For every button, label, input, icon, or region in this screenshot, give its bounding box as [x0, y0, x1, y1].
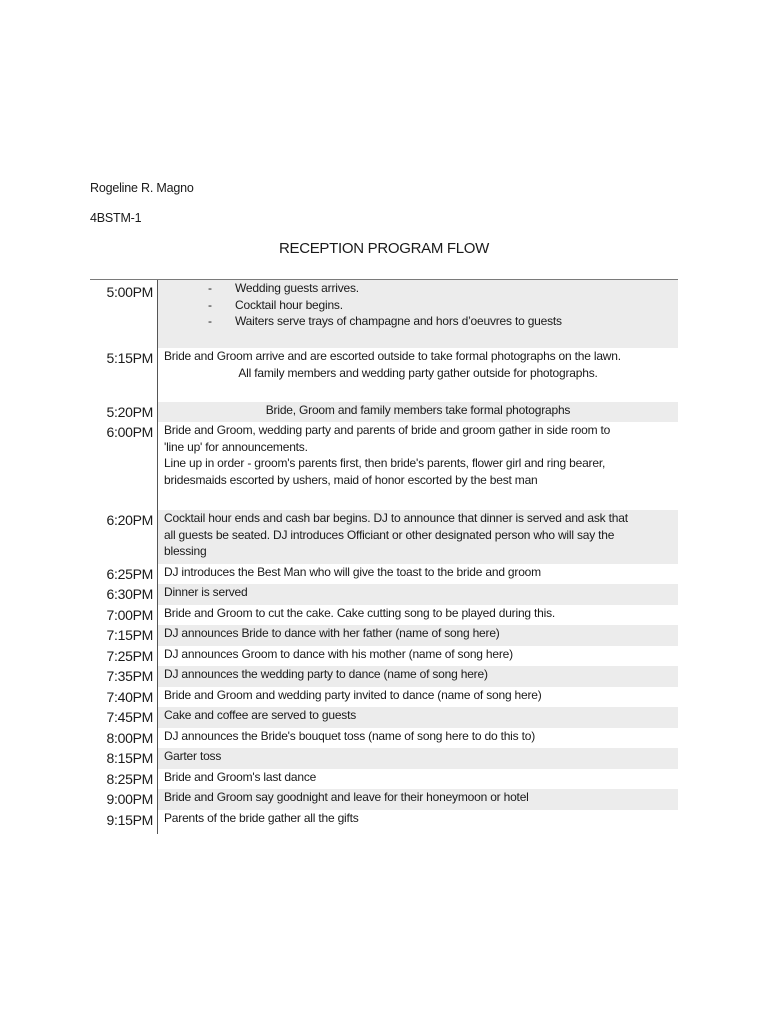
schedule-row	[90, 666, 678, 687]
schedule-row	[90, 422, 678, 510]
activity-line: DJ announces the wedding party to dance (name of song here)	[164, 667, 488, 681]
activity-cell	[158, 810, 678, 834]
activity-cell	[158, 666, 678, 687]
time-cell: 7:40PM	[90, 687, 158, 707]
bullet-item	[164, 280, 678, 297]
schedule-row	[90, 625, 678, 646]
activity-cell	[158, 422, 678, 510]
time-cell: 9:15PM	[90, 810, 158, 834]
schedule-row	[90, 810, 678, 834]
bullet-item	[164, 297, 678, 314]
schedule-row	[90, 584, 678, 605]
time-cell: 7:45PM	[90, 707, 158, 728]
activity-line: Cocktail hour ends and cash bar begins. DJ to announce that dinner is served and ask that	[164, 511, 628, 525]
activity-cell	[158, 605, 678, 625]
activity-line: All family members and wedding party gather outside for photographs.	[238, 365, 598, 380]
activity-line: bridesmaids escorted by ushers, maid of honor escorted by the best man	[164, 472, 538, 487]
time-cell: 5:00PM	[90, 280, 158, 348]
activity-cell	[158, 769, 678, 789]
time-cell: 6:30PM	[90, 584, 158, 605]
activity-line: DJ announces Groom to dance with his mother (name of song here)	[164, 647, 513, 661]
schedule-row	[90, 564, 678, 584]
schedule-table	[90, 279, 678, 834]
activity-line: DJ announces Bride to dance with her father (name of song here)	[164, 626, 500, 640]
activity-line: Dinner is served	[164, 585, 248, 599]
activity-line: DJ introduces the Best Man who will give the toast to the bride and groom	[164, 565, 541, 579]
schedule-row	[90, 748, 678, 769]
time-cell: 7:00PM	[90, 605, 158, 625]
schedule-row	[90, 510, 678, 564]
activity-cell	[158, 707, 678, 728]
bullet-item	[164, 313, 678, 330]
schedule-row	[90, 707, 678, 728]
activity-cell	[158, 646, 678, 666]
activity-line: Bride and Groom's last dance	[164, 770, 317, 784]
bullet-text: Wedding guests arrives.	[235, 281, 359, 295]
activity-cell	[158, 348, 678, 402]
activity-line: Bride, Groom and family members take formal photographs	[265, 403, 571, 417]
activity-cell	[158, 625, 678, 646]
activity-cell	[158, 687, 678, 707]
bullet-text: Cocktail hour begins.	[235, 297, 343, 312]
schedule-row	[90, 789, 678, 810]
time-cell: 7:15PM	[90, 625, 158, 646]
schedule-row	[90, 402, 678, 422]
schedule-row	[90, 769, 678, 789]
bullet-text: Waiters serve trays of champagne and hors d’oeuvres to guests	[235, 314, 562, 329]
author-name: Rogeline R. Magno	[90, 181, 194, 195]
activity-line: all guests be seated. DJ introduces Officiant or other designated person who will say the	[164, 527, 615, 542]
activity-cell	[158, 564, 678, 584]
activity-line: Bride and Groom, wedding party and parents of bride and groom gather in side room to	[164, 423, 611, 437]
schedule-row	[90, 687, 678, 707]
activity-line: 'line up' for announcements.	[164, 439, 308, 454]
activity-line: Bride and Groom to cut the cake. Cake cutting song to be played during this.	[164, 606, 556, 620]
time-cell: 7:25PM	[90, 646, 158, 666]
schedule-row	[90, 605, 678, 625]
activity-line: Bride and Groom and wedding party invited to dance (name of song here)	[164, 688, 542, 702]
time-cell: 8:25PM	[90, 769, 158, 789]
schedule-row	[90, 280, 678, 348]
activity-line: Garter toss	[164, 749, 222, 763]
schedule-row	[90, 728, 678, 748]
activity-cell	[158, 280, 678, 348]
activity-cell	[158, 510, 678, 564]
activity-line: Bride and Groom arrive and are escorted outside to take formal photographs on the lawn.	[164, 349, 621, 363]
activity-cell	[158, 402, 678, 422]
section-code: 4BSTM-1	[90, 211, 142, 225]
time-cell: 8:00PM	[90, 728, 158, 748]
bullet-dash: -	[208, 314, 212, 329]
time-cell: 9:00PM	[90, 789, 158, 810]
activity-line: DJ announces the Bride's bouquet toss (name of song here to do this to)	[164, 729, 535, 743]
activity-cell	[158, 728, 678, 748]
activity-cell	[158, 584, 678, 605]
activity-cell	[158, 748, 678, 769]
bullet-dash: -	[208, 297, 212, 312]
activity-line: blessing	[164, 544, 207, 559]
schedule-row	[90, 348, 678, 402]
time-cell: 6:25PM	[90, 564, 158, 584]
schedule-row	[90, 646, 678, 666]
time-cell: 7:35PM	[90, 666, 158, 687]
time-cell: 8:15PM	[90, 748, 158, 769]
activity-line: Cake and coffee are served to guests	[164, 708, 357, 722]
page-title: RECEPTION PROGRAM FLOW	[278, 240, 490, 257]
activity-line: Line up in order - groom's parents first, then bride's parents, flower girl and ring bearer,	[164, 456, 606, 471]
time-cell: 5:20PM	[90, 402, 158, 422]
activity-line: Bride and Groom say goodnight and leave for their honeymoon or hotel	[164, 790, 529, 804]
time-cell: 5:15PM	[90, 348, 158, 402]
activity-line: Parents of the bride gather all the gifts	[164, 811, 359, 825]
time-cell: 6:20PM	[90, 510, 158, 564]
time-cell: 6:00PM	[90, 422, 158, 510]
activity-cell	[158, 789, 678, 810]
bullet-dash: -	[208, 281, 212, 295]
